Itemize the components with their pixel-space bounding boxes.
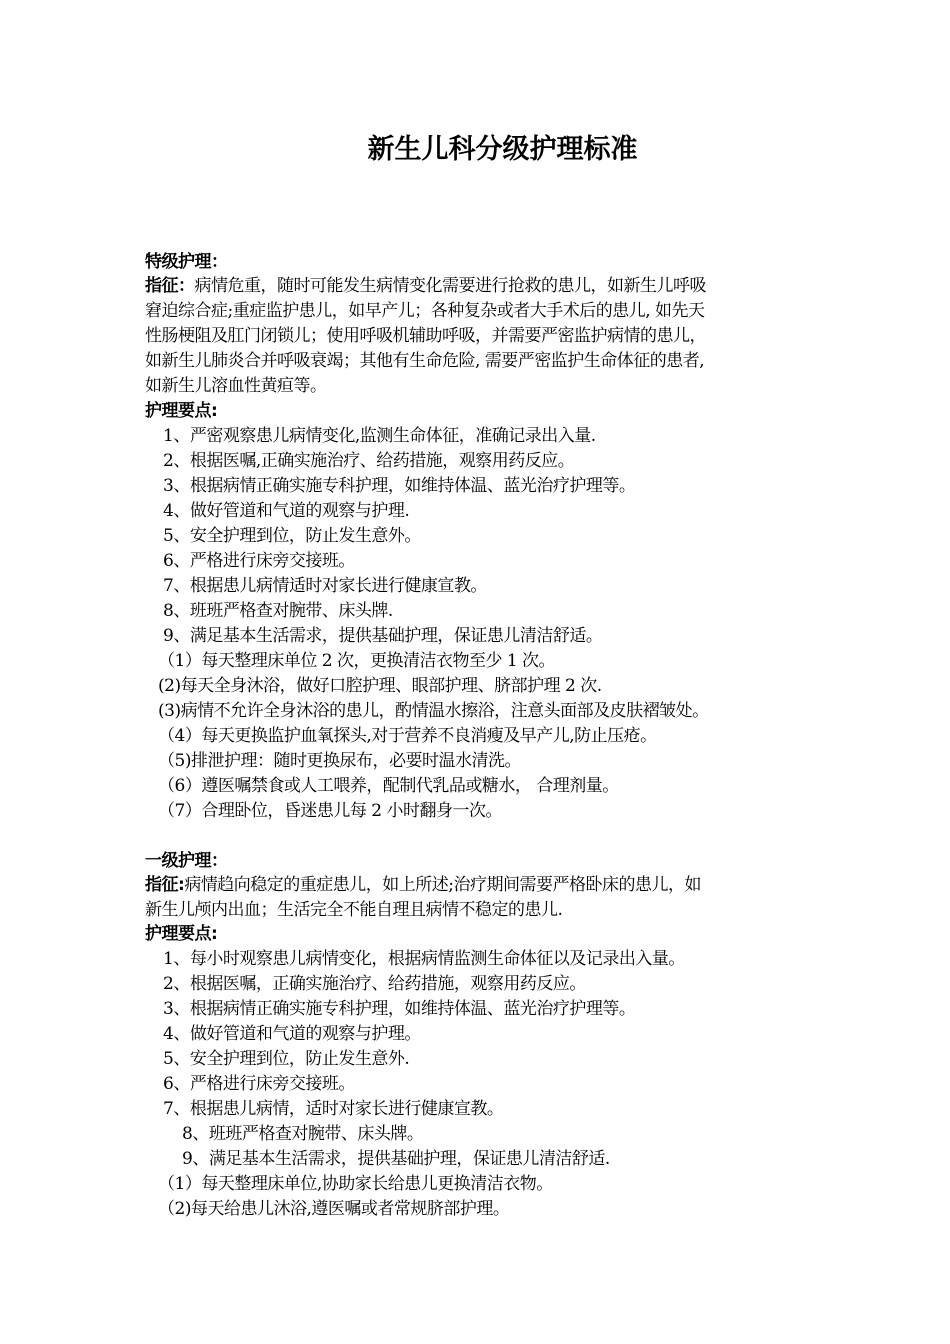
first-point-item: 9、满足基本生活需求，提供基础护理，保证患儿清洁舒适. — [182, 1149, 610, 1169]
first-point-item: 2、根据医嘱，正确实施治疗、给药措施，观察用药反应。 — [163, 974, 586, 994]
special-points-label: 护理要点: — [145, 401, 218, 421]
special-point-item: 9、满足基本生活需求，提供基础护理，保证患儿清洁舒适。 — [163, 626, 603, 646]
first-indication-text: 病情趋向稳定的重症患儿，如上所述;治疗期间需要严格卧床的患儿，如 — [184, 875, 702, 895]
special-point-item: 4、做好管道和气道的观察与护理. — [163, 501, 410, 521]
special-point-item: 2、根据医嘱,正确实施治疗、给药措施，观察用药反应。 — [163, 451, 575, 471]
special-indication-label: 指征： — [145, 276, 195, 296]
first-indication-line — [145, 873, 701, 897]
first-indication-label: 指征: — [145, 875, 185, 895]
special-subpoint-item: (3)病情不允许全身沐浴的患儿，酌情温水擦浴，注意头面部及皮肤褶皱处。 — [158, 701, 709, 721]
special-subpoint-item: （7）合理卧位，昏迷患儿每 2 小时翻身一次。 — [158, 801, 502, 821]
first-point-item: 4、做好管道和气道的观察与护理。 — [163, 1024, 421, 1044]
special-subpoint-item: （5)排泄护理：随时更换尿布，必要时温水清洗。 — [158, 751, 521, 771]
first-point-item: 8、班班严格查对腕带、床头牌。 — [182, 1124, 424, 1144]
special-point-item: 3、根据病情正确实施专科护理，如维持体温、蓝光治疗护理等。 — [163, 476, 636, 496]
special-subpoint-item: （1）每天整理床单位 2 次，更换清洁衣物至少 1 次。 — [158, 651, 556, 671]
first-point-item: 3、根据病情正确实施专科护理，如维持体温、蓝光治疗护理等。 — [163, 999, 636, 1019]
special-subpoint-item: （4）每天更换监护血氧探头,对于营养不良消瘦及早产儿,防止压疮。 — [158, 726, 657, 746]
special-point-item: 7、根据患儿病情适时对家长进行健康宣教。 — [163, 576, 487, 596]
first-subpoint-item: （2)每天给患儿沐浴,遵医嘱或者常规脐部护理。 — [158, 1199, 510, 1219]
special-indication-text: 病情危重，随时可能发生病情变化需要进行抢救的患儿，如新生儿呼吸 — [194, 276, 706, 296]
first-point-item: 7、根据患儿病情，适时对家长进行健康宣教。 — [163, 1099, 504, 1119]
special-indication-line: 如新生儿肺炎合并呼吸衰竭；其他有生命危险, 需要严密监护生命体征的患者, — [145, 351, 705, 371]
special-point-item: 6、严格进行床旁交接班。 — [163, 551, 355, 571]
first-points-label: 护理要点: — [145, 924, 218, 944]
special-indication-line: 如新生儿溶血性黄疸等。 — [145, 376, 327, 396]
special-point-item: 5、安全护理到位，防止发生意外。 — [163, 526, 421, 546]
first-point-item: 1、每小时观察患儿病情变化，根据病情监测生命体征以及记录出入量。 — [163, 949, 685, 969]
special-indication-line: 窘迫综合症;重症监护患儿，如早产儿；各种复杂或者大手术后的患儿, 如先天 — [145, 301, 705, 321]
first-point-item: 5、安全护理到位，防止发生意外. — [163, 1049, 410, 1069]
special-care-heading: 特级护理： — [145, 252, 228, 272]
first-care-heading: 一级护理： — [145, 851, 228, 871]
special-subpoint-item: （6）遵医嘱禁食或人工喂养，配制代乳品或糖水， 合理剂量。 — [158, 776, 619, 796]
special-indication-line: 性肠梗阻及肛门闭锁儿；使用呼吸机辅助呼吸，并需要严密监护病情的患儿， — [145, 326, 706, 346]
special-point-item: 1、严密观察患儿病情变化,监测生命体征，准确记录出入量. — [163, 426, 596, 446]
special-subpoint-item: (2)每天全身沐浴，做好口腔护理、眼部护理、脐部护理 2 次. — [158, 676, 602, 696]
special-point-item: 8、班班严格查对腕带、床头牌. — [163, 601, 393, 621]
document-title: 新生儿科分级护理标准 — [367, 134, 638, 165]
first-indication-line: 新生儿颅内出血；生活完全不能自理且病情不稳定的患儿. — [145, 900, 563, 920]
special-indication-line — [145, 274, 706, 298]
first-point-item: 6、严格进行床旁交接班。 — [163, 1074, 355, 1094]
first-subpoint-item: （1）每天整理床单位,协助家长给患儿更换清洁衣物。 — [158, 1174, 553, 1194]
